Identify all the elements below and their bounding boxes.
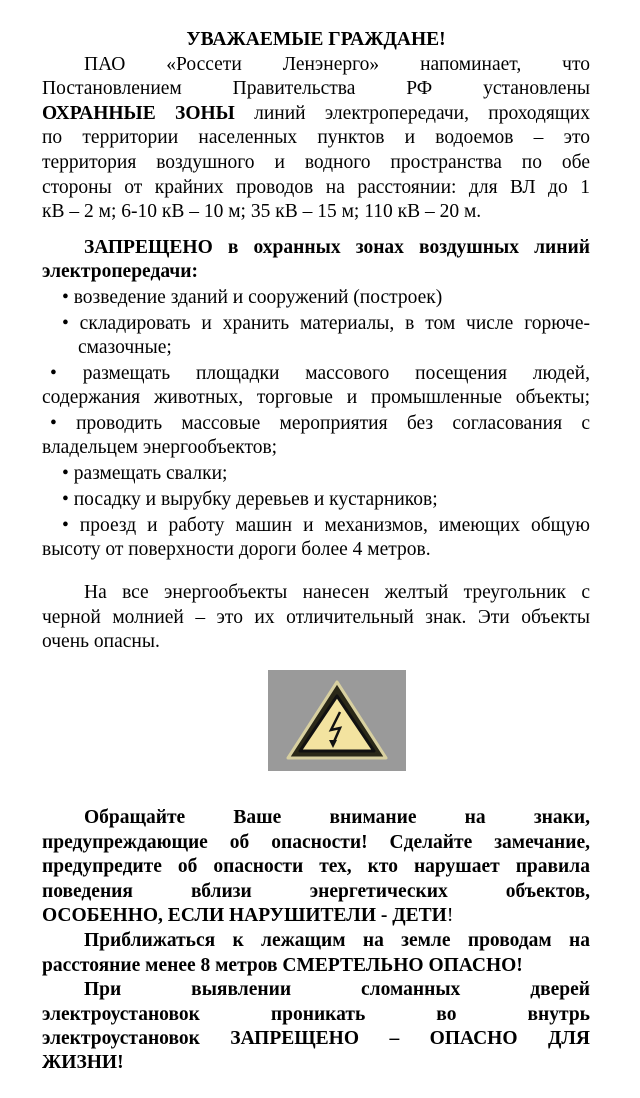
intro-line: Постановлением Правительства РФ установлены (42, 78, 590, 99)
sign-text: черной молнией – это их отличительный знак. Эти объекты (42, 607, 590, 628)
list-item: • посадку и вырубку деревьев и кустарников; (62, 489, 438, 510)
warning-line: электроустановок ЗАПРЕЩЕНО – ОПАСНО ДЛЯ (42, 1028, 590, 1049)
intro-line: стороны от крайних проводов на расстоянии: для ВЛ до 1 (42, 177, 590, 198)
high-voltage-warning-icon (268, 670, 406, 771)
intro-text: линий электропередачи, проходящих (234, 103, 590, 124)
prohibited-heading: ЗАПРЕЩЕНО в охранных зонах воздушных линий (84, 237, 590, 258)
intro-line: кВ – 2 м; 6-10 кВ – 10 м; 35 кВ – 15 м; 110 кВ – 20 м. (42, 201, 482, 222)
page-title: УВАЖАЕМЫЕ ГРАЖДАНЕ! (186, 29, 446, 50)
intro-line: по территории населенных пунктов и водоемов – это (42, 127, 590, 148)
warning-line: предупреждающие об опасности! Сделайте замечание, (42, 832, 590, 853)
list-item: • складировать и хранить материалы, в том числе горюче- (62, 313, 590, 334)
exclamation: ! (446, 905, 454, 926)
warning-line: Обращайте Ваше внимание на знаки, (84, 807, 590, 828)
intro-line: территория воздушного и водного пространства по обе (42, 152, 590, 173)
list-item: • размещать площадки массового посещения людей, (50, 363, 590, 384)
list-item-cont: смазочные; (78, 337, 172, 358)
protected-zones-emphasis: ОХРАННЫЕ ЗОНЫ (42, 103, 235, 124)
warning-line: расстояние менее 8 метров СМЕРТЕЛЬНО ОПАСНО! (42, 955, 523, 976)
list-item: • проезд и работу машин и механизмов, имеющих общую (62, 515, 590, 536)
prohibited-heading: электропередачи: (42, 261, 199, 282)
children-warning: ОСОБЕННО, ЕСЛИ НАРУШИТЕЛИ - ДЕТИ (42, 905, 447, 926)
intro-line: ПАО «Россети Ленэнерго» напоминает, что (84, 54, 590, 75)
warning-line: При выявлении сломанных дверей (84, 979, 590, 1000)
list-item: • размещать свалки; (62, 463, 228, 484)
list-item-cont: содержания животных, торговые и промышленные объекты; (42, 387, 590, 408)
list-item-cont: высоту от поверхности дороги более 4 метров. (42, 539, 431, 560)
warning-line: Приближаться к лежащим на земле проводам на (84, 930, 590, 951)
warning-line: ЖИЗНИ! (42, 1052, 124, 1073)
list-item-cont: владельцем энергообъектов; (42, 437, 278, 458)
warning-line: поведения вблизи энергетических объектов, (42, 881, 590, 902)
sign-text: очень опасны. (42, 631, 160, 652)
list-item: • возведение зданий и сооружений (построек) (62, 287, 443, 308)
intro-line (42, 102, 590, 126)
warning-line: электроустановок проникать во внутрь (42, 1004, 590, 1025)
sign-text: На все энергообъекты нанесен желтый треугольник с (84, 582, 590, 603)
warning-line: предупредите об опасности тех, кто нарушает правила (42, 856, 590, 877)
warning-line (42, 904, 590, 928)
list-item: • проводить массовые мероприятия без согласования с (50, 413, 590, 434)
